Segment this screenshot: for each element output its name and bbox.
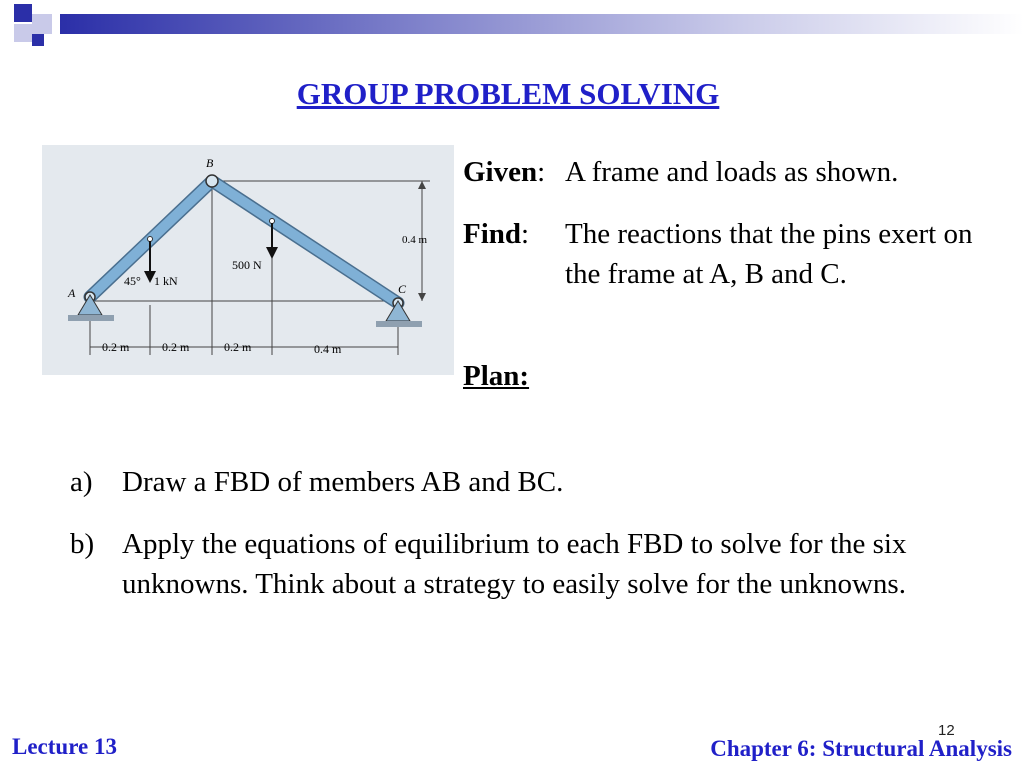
dim-4-label: 0.4 m [314, 342, 342, 356]
header-decoration [0, 0, 1024, 48]
find-label: Find [463, 218, 522, 250]
given-label: Given [463, 156, 538, 188]
header-gradient-bar [60, 14, 1024, 34]
list-marker: b) [70, 528, 95, 560]
page-number: 12 [938, 722, 955, 739]
header-square [14, 24, 32, 42]
plan-row [463, 356, 1003, 396]
ground-a [68, 315, 114, 321]
load-2-label: 500 N [232, 258, 262, 272]
load-point [148, 237, 153, 242]
dim-3-label: 0.2 m [224, 340, 252, 354]
header-square [52, 0, 72, 14]
footer-chapter: Chapter 6: Structural Analysis [710, 736, 1012, 761]
given-colon: : [537, 156, 546, 188]
header-square [14, 4, 32, 22]
member-bc [212, 181, 398, 303]
find-text: The reactions that the pins exert on the frame at A, B and C. [565, 218, 973, 290]
header-square [32, 34, 44, 46]
ground-c [376, 321, 422, 327]
steps-list [70, 462, 990, 626]
plan-label: Plan: [463, 360, 530, 392]
list-item [70, 462, 990, 502]
pin-b [206, 175, 218, 187]
list-item-text: Draw a FBD of members AB and BC. [122, 466, 564, 498]
list-item [70, 524, 962, 604]
given-find-plan [463, 152, 1003, 396]
angle-label: 45° [124, 274, 141, 288]
dim-arrow [418, 293, 426, 301]
slide-title: GROUP PROBLEM SOLVING [296, 76, 720, 111]
label-b: B [206, 156, 214, 170]
given-row [463, 152, 1003, 214]
label-c: C [398, 282, 407, 296]
support-a [78, 295, 102, 315]
list-marker: a) [70, 466, 93, 498]
given-text: A frame and loads as shown. [565, 156, 899, 188]
footer-lecture: Lecture 13 [12, 734, 117, 759]
header-square [32, 14, 52, 34]
dim-arrow [418, 181, 426, 189]
list-item-text: Apply the equations of equilibrium to each FBD to solve for the six unknowns. Think about a strategy to easily solve for the unknowns. [122, 528, 907, 600]
dim-1-label: 0.2 m [102, 340, 130, 354]
find-row [463, 214, 1003, 356]
height-dim-label: 0.4 m [402, 234, 428, 246]
frame-diagram [42, 145, 454, 375]
frame-figure [42, 145, 454, 375]
label-a: A [68, 286, 76, 300]
load-point [270, 219, 275, 224]
find-colon: : [521, 218, 530, 250]
dim-2-label: 0.2 m [162, 340, 190, 354]
load-1-label: 1 kN [154, 274, 178, 288]
load-2-arrowhead [266, 247, 278, 259]
